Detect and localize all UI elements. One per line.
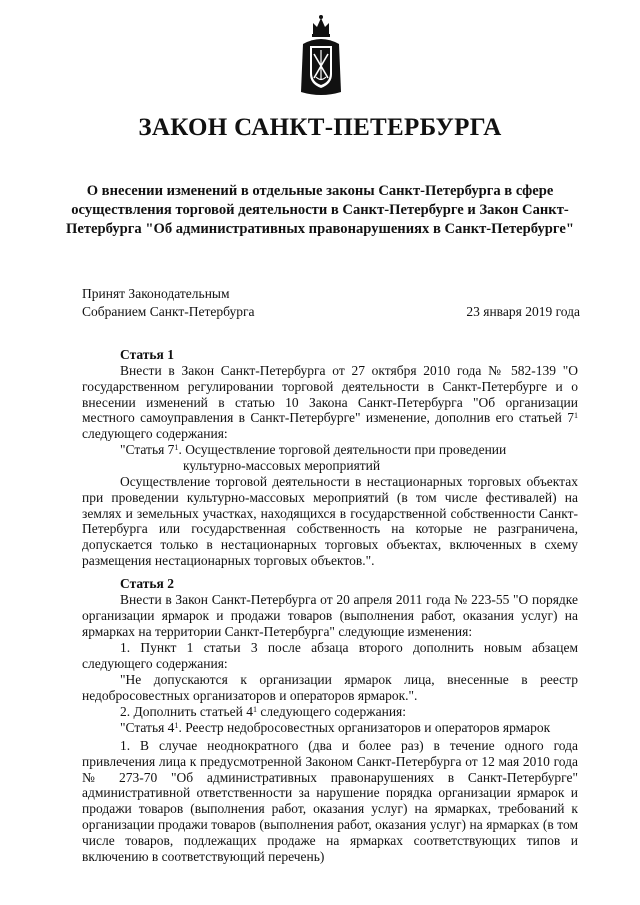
heading-part: . Реестр недобросовестных организаторов и операторов ярмарок — [178, 720, 551, 735]
superscript: 1 — [174, 721, 179, 730]
article-2-quoted-heading — [120, 720, 550, 736]
article-2-point-1: 1. В случае неоднократного (два и более раз) в течение одного года привлечения лица к предусмотренной Законом Санкт-Петербурга от 12 мая 2010 года № 273-70 "Об административных правонарушениях в Санкт-Петербурге" административной ответственности за нарушение порядка организации ярмарок и продажи товаров (выполнения работ, оказания услуг) на ярмарках, требований к организации продажи товаров (выполнения работ, оказания услуг) на ярмарках (в том числе товаров, подлежащих продаже на ярмарках соответствующих типов и включению в соответствующий перечень) — [82, 738, 578, 864]
item-2-text: 2. Дополнить статьей 4 — [120, 704, 253, 719]
article-1-quoted-heading-line-2: культурно-массовых мероприятий — [183, 458, 381, 473]
heading-part: "Статья 7 — [120, 442, 175, 457]
adoption-line-1: Принят Законодательным — [82, 286, 230, 301]
superscript: 1 — [252, 705, 257, 714]
adoption-line-2: Собранием Санкт-Петербурга — [82, 304, 255, 319]
superscript: 1 — [574, 411, 578, 421]
article-2-title: Статья 2 — [120, 576, 174, 591]
article-1-intro-text: Внести в Закон Санкт-Петербурга от 27 октября 2010 года № 582-139 "О государственном регулировании торговой деятельности в Санкт-Петербурге и о внесении изменений в статью 10 Закона Санкт-Петербурга "Об организации местного самоуправления в Санкт-Петербурге" изменение, дополнив его статьей 7 — [82, 363, 578, 426]
law-subtitle: О внесении изменений в отдельные законы Санкт-Петербурга в сфере осуществления торговой деятельности в Санкт-Петербурге и Закон Санкт-Петербурга "Об административных правонарушениях в Санкт-Петербурге" — [66, 183, 574, 237]
article-1-quoted-heading — [120, 442, 506, 458]
article-1-intro — [82, 363, 578, 442]
article-1-body: Осуществление торговой деятельности в нестационарных торговых объектах при проведении культурно-массовых мероприятий (в том числе фестивалей) на землях и земельных участках, находящихся в государственной собственности Санкт-Петербурга или государственная собственность на которые не разграничена, допускается только в нестационарных торговых объектах, включенных в схему размещения нестационарных торговых объектов.". — [82, 474, 578, 568]
superscript: 1 — [174, 443, 179, 452]
article-1-title: Статья 1 — [120, 347, 174, 362]
coat-of-arms-emblem — [299, 14, 343, 100]
adoption-date: 23 января 2019 года — [466, 304, 580, 319]
item-2-tail: следующего содержания: — [256, 704, 407, 719]
adoption-body — [82, 285, 255, 321]
article-2-quote-1: "Не допускаются к организации ярмарок лица, внесенные в реестр недобросовестных организаторов и операторов ярмарок.". — [82, 672, 578, 703]
law-title: ЗАКОН САНКТ-ПЕТЕРБУРГА — [138, 114, 502, 141]
heading-part: "Статья 4 — [120, 720, 175, 735]
heading-part: . Осуществление торговой деятельности при проведении — [178, 442, 507, 457]
article-2-item-2 — [120, 704, 406, 720]
article-1-intro-tail: следующего содержания: — [82, 426, 228, 442]
article-2-intro: Внести в Закон Санкт-Петербурга от 20 апреля 2011 года № 223-55 "О порядке организации ярмарок и продажи товаров (выполнения работ, оказания услуг) на ярмарках на территории Санкт-Петербурга" следующие изменения: — [82, 592, 578, 639]
article-2-item-1: 1. Пункт 1 статьи 3 после абзаца второго дополнить новым абзацем следующего содержания: — [82, 640, 578, 671]
